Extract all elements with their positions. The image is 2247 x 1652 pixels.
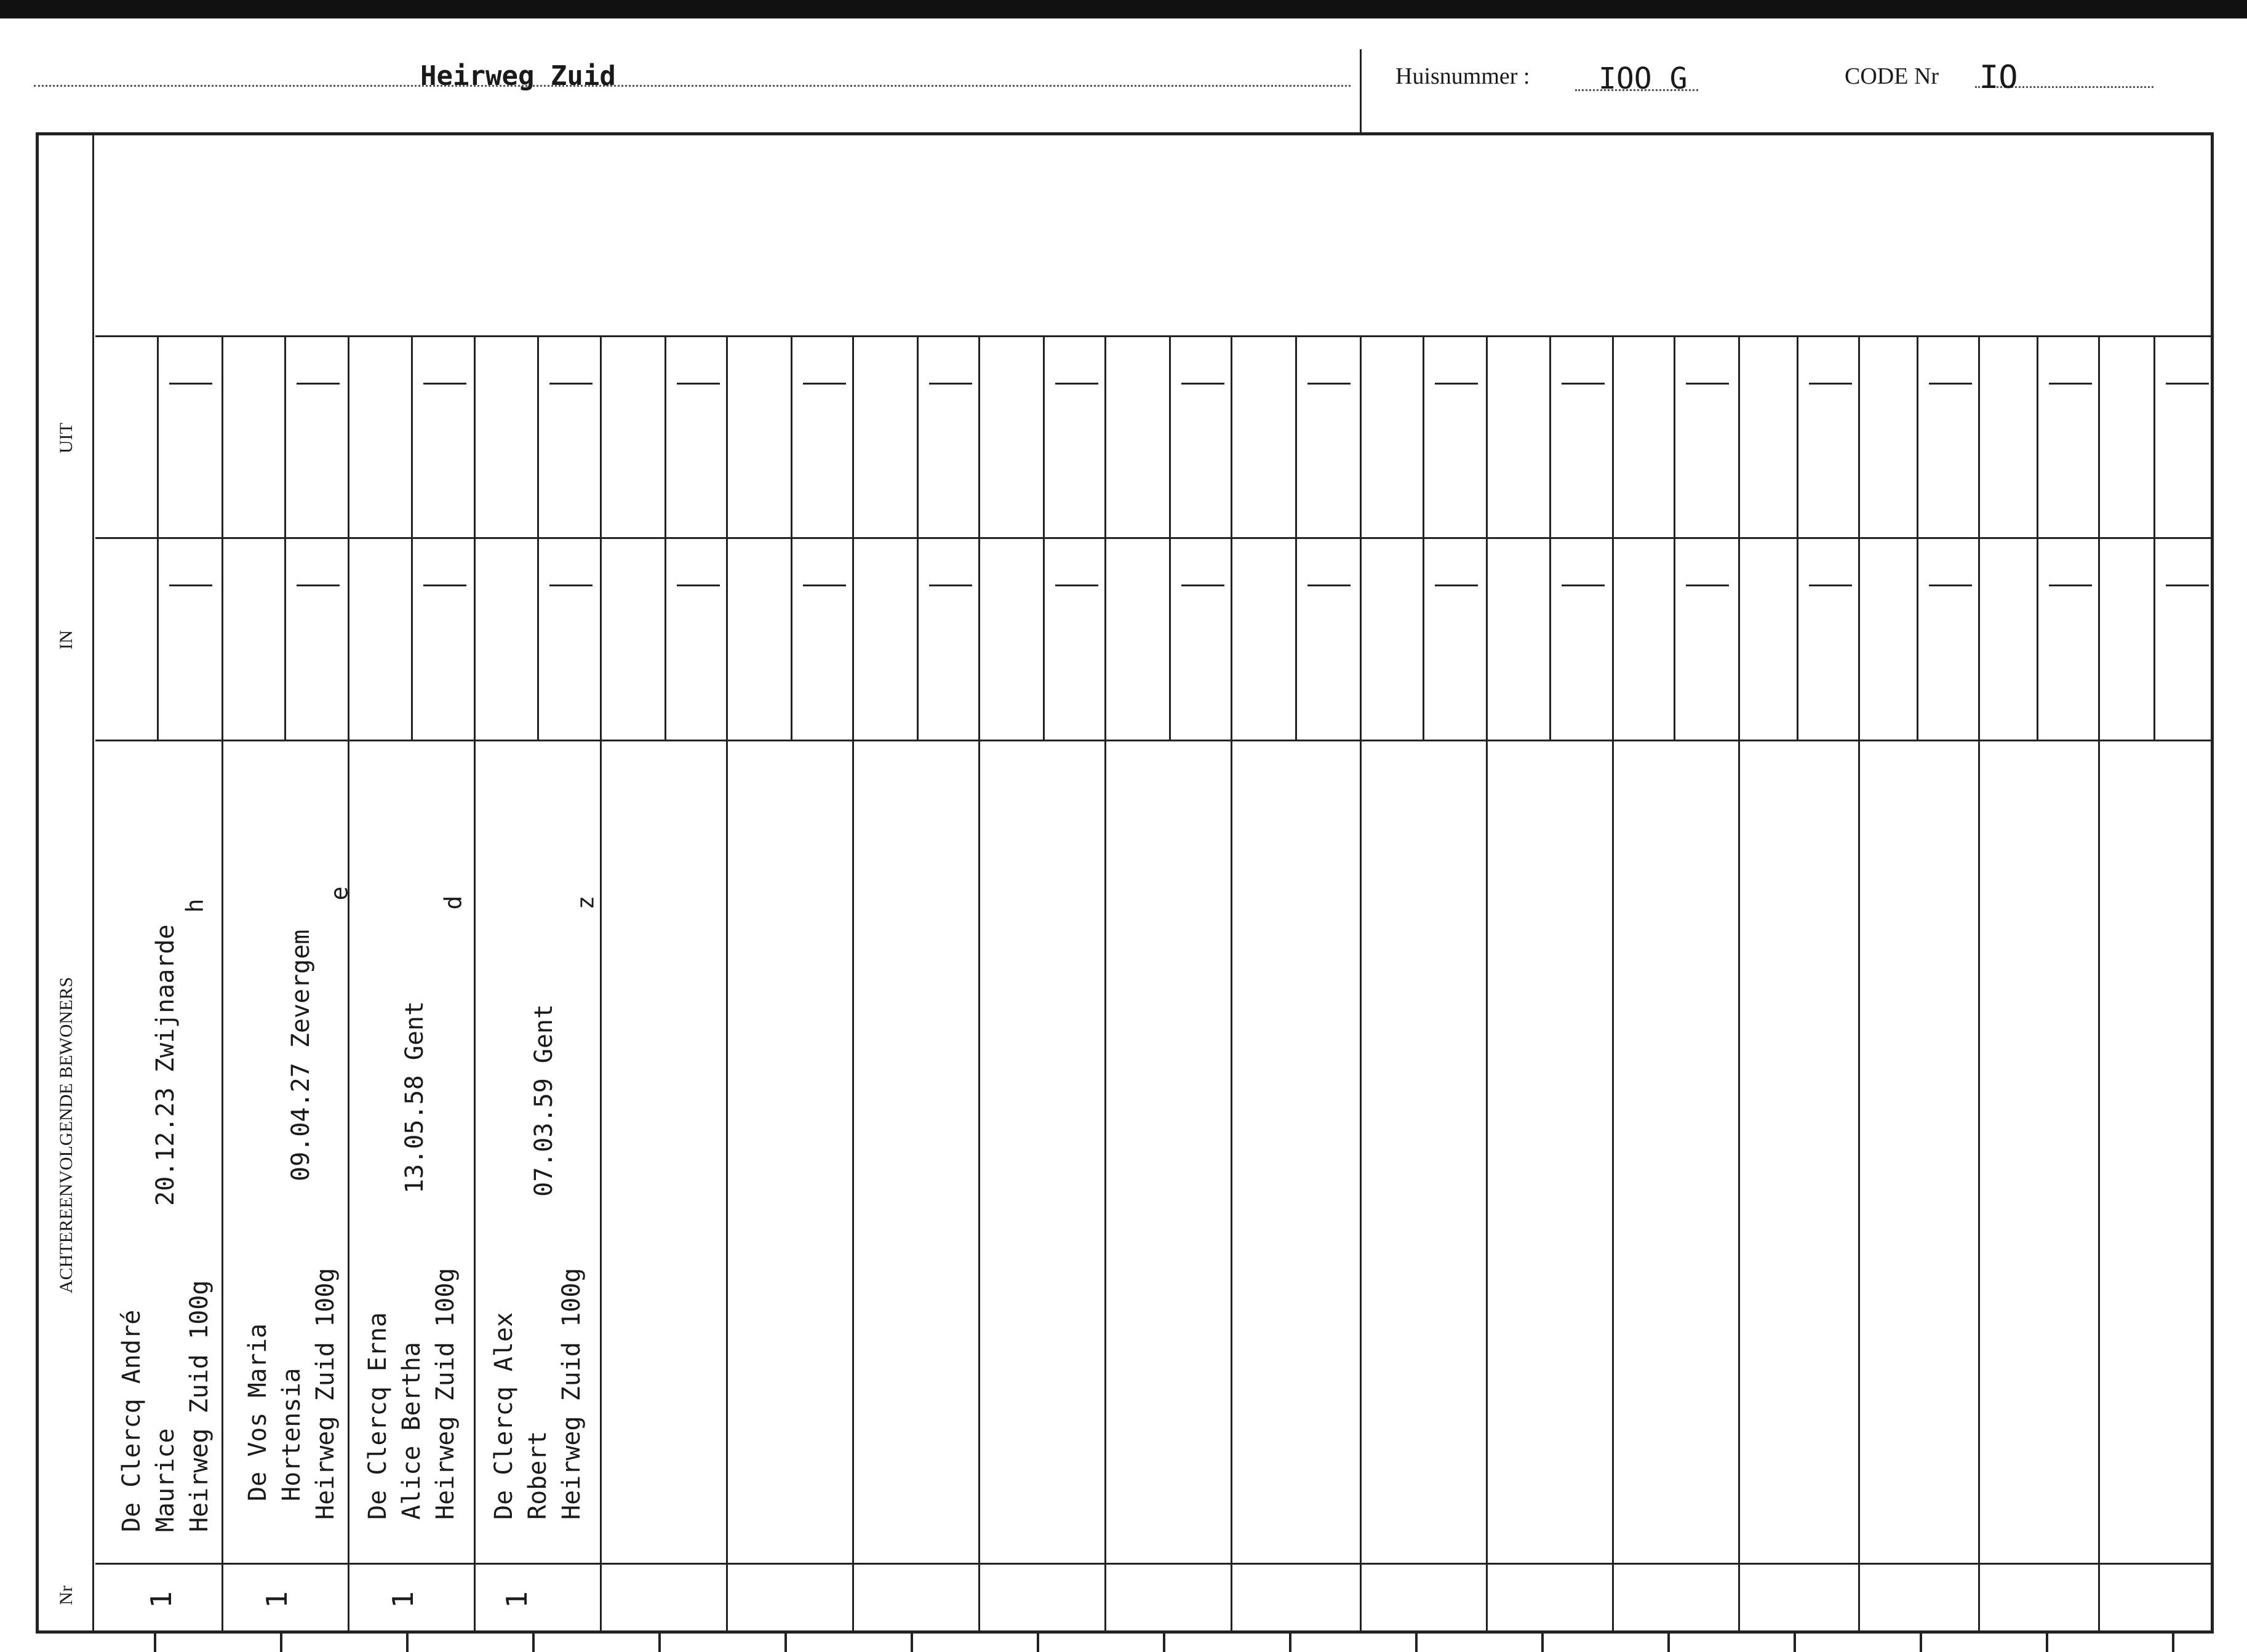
bottom-tick [911, 1634, 913, 1652]
bottom-tick [658, 1634, 661, 1652]
in-dash [1562, 585, 1605, 586]
resident-address: Heirweg Zuid 100g [557, 1267, 586, 1520]
resident-birth: 09.04.27 Zevergem [287, 929, 315, 1181]
resident-name: De Clercq Alex [490, 1312, 518, 1520]
in-dash [929, 585, 972, 586]
row-separator-line [95, 335, 2212, 337]
bottom-tick [1163, 1634, 1165, 1652]
sub-column-line [411, 335, 413, 740]
street-dotted-line [34, 85, 1351, 87]
bewoners-label: ACHTEREENVOLGENDE BEWONERS [56, 976, 76, 1294]
column-line [2098, 335, 2100, 1634]
row-separator-line [95, 740, 2212, 741]
resident-birth: 07.03.59 Gent [530, 1004, 558, 1197]
in-dash [2049, 585, 2092, 586]
in-dash [1307, 585, 1351, 586]
uit-dash [1686, 383, 1729, 385]
in-dash [423, 585, 466, 586]
resident-letter: h [181, 898, 209, 913]
resident-nr: 1 [386, 1591, 420, 1608]
sub-column-line [2037, 335, 2038, 740]
resident-name: De Vos Maria [244, 1323, 272, 1501]
resident-given-names: Maurice [151, 1428, 180, 1532]
column-line [1486, 335, 1488, 1634]
uit-dash [1929, 383, 1972, 385]
bottom-tick [1920, 1634, 1922, 1652]
uit-dash [1562, 383, 1605, 385]
huisnummer-label: Huisnummer : [1395, 63, 1530, 89]
uit-dash [1181, 383, 1224, 385]
bottom-tick [1667, 1634, 1670, 1652]
resident-address: Heirweg Zuid 100g [431, 1267, 460, 1520]
resident-nr: 1 [500, 1591, 533, 1608]
in-dash [1181, 585, 1224, 586]
label-column-line [92, 132, 94, 1634]
resident-name: De Clercq Erna [364, 1312, 392, 1520]
uit-dash [1435, 383, 1478, 385]
column-line [600, 335, 602, 1634]
resident-address: Heirweg Zuid 100g [311, 1267, 340, 1520]
column-line [852, 335, 854, 1634]
in-label: IN [56, 630, 76, 650]
uit-dash [677, 383, 720, 385]
resident-name: De Clercq André [118, 1309, 146, 1532]
bottom-tick [406, 1634, 409, 1652]
bottom-tick [154, 1634, 156, 1652]
in-dash [1686, 585, 1729, 586]
column-line [222, 335, 223, 1634]
code-value: IO [1979, 59, 2018, 96]
scan-top-border [0, 0, 2247, 18]
bottom-tick [784, 1634, 787, 1652]
resident-birth: 20.12.23 Zwijnaarde [151, 924, 180, 1206]
sub-column-line [157, 335, 159, 740]
uit-dash [929, 383, 972, 385]
row-separator-line [95, 1563, 2212, 1565]
uit-dash [2166, 383, 2209, 385]
bottom-tick [1415, 1634, 1418, 1652]
bottom-tick [1289, 1634, 1291, 1652]
in-dash [1055, 585, 1098, 586]
resident-given-names: Robert [524, 1431, 552, 1520]
bottom-tick [1794, 1634, 1796, 1652]
sub-column-line [1674, 335, 1675, 740]
sub-column-line [1423, 335, 1424, 740]
sub-column-line [665, 335, 666, 740]
column-line [474, 335, 476, 1634]
column-line [1231, 335, 1232, 1634]
sub-column-line [1295, 335, 1297, 740]
sub-column-line [1797, 335, 1798, 740]
in-dash [677, 585, 720, 586]
column-line [348, 335, 349, 1634]
resident-given-names: Alice Bertha [397, 1342, 426, 1520]
bottom-tick [2046, 1634, 2048, 1652]
in-dash [2166, 585, 2209, 586]
uit-dash [297, 383, 340, 385]
uit-dash [1055, 383, 1098, 385]
sub-column-line [1169, 335, 1171, 740]
column-line [1978, 335, 1980, 1634]
huisnummer-value: IOO G [1598, 62, 1688, 96]
street-name: Heirweg Zuid [420, 60, 616, 92]
uit-dash [423, 383, 466, 385]
resident-letter: d [439, 895, 467, 910]
resident-address: Heirweg Zuid 100g [185, 1280, 214, 1532]
bottom-tick [280, 1634, 282, 1652]
uit-dash [803, 383, 846, 385]
sub-column-line [2153, 335, 2155, 740]
bottom-tick [1037, 1634, 1039, 1652]
header-divider [1360, 49, 1362, 132]
bottom-tick [1541, 1634, 1544, 1652]
column-line [1738, 335, 1740, 1634]
sub-column-line [537, 335, 539, 740]
in-dash [549, 585, 593, 586]
uit-dash [549, 383, 593, 385]
resident-letter: z [572, 895, 599, 910]
in-dash [1435, 585, 1478, 586]
uit-dash [1809, 383, 1852, 385]
nr-label: Nr [56, 1586, 76, 1605]
bottom-tick [2172, 1634, 2174, 1652]
uit-dash [169, 383, 212, 385]
uit-label: UIT [56, 423, 76, 453]
bottom-tick [532, 1634, 535, 1652]
sub-column-line [1549, 335, 1551, 740]
form-frame [36, 132, 2214, 1634]
resident-given-names: Hortensia [277, 1368, 306, 1501]
in-dash [803, 585, 846, 586]
row-separator-line [95, 537, 2212, 539]
uit-dash [2049, 383, 2092, 385]
column-line [1360, 335, 1362, 1634]
resident-nr: 1 [145, 1591, 178, 1608]
in-dash [1809, 585, 1852, 586]
sub-column-line [284, 335, 286, 740]
uit-dash [1307, 383, 1351, 385]
column-line [978, 335, 980, 1634]
sub-column-line [791, 335, 792, 740]
in-dash [169, 585, 212, 586]
column-line [1612, 335, 1614, 1634]
resident-birth: 13.05.58 Gent [401, 1000, 429, 1194]
sub-column-line [1917, 335, 1918, 740]
code-label: CODE Nr [1845, 63, 1939, 89]
column-line [1858, 335, 1860, 1634]
sub-column-line [917, 335, 919, 740]
sub-column-line [1043, 335, 1045, 740]
column-line [1104, 335, 1106, 1634]
in-dash [297, 585, 340, 586]
in-dash [1929, 585, 1972, 586]
resident-nr: 1 [260, 1591, 293, 1608]
column-line [726, 335, 728, 1634]
resident-letter: e [325, 886, 353, 901]
